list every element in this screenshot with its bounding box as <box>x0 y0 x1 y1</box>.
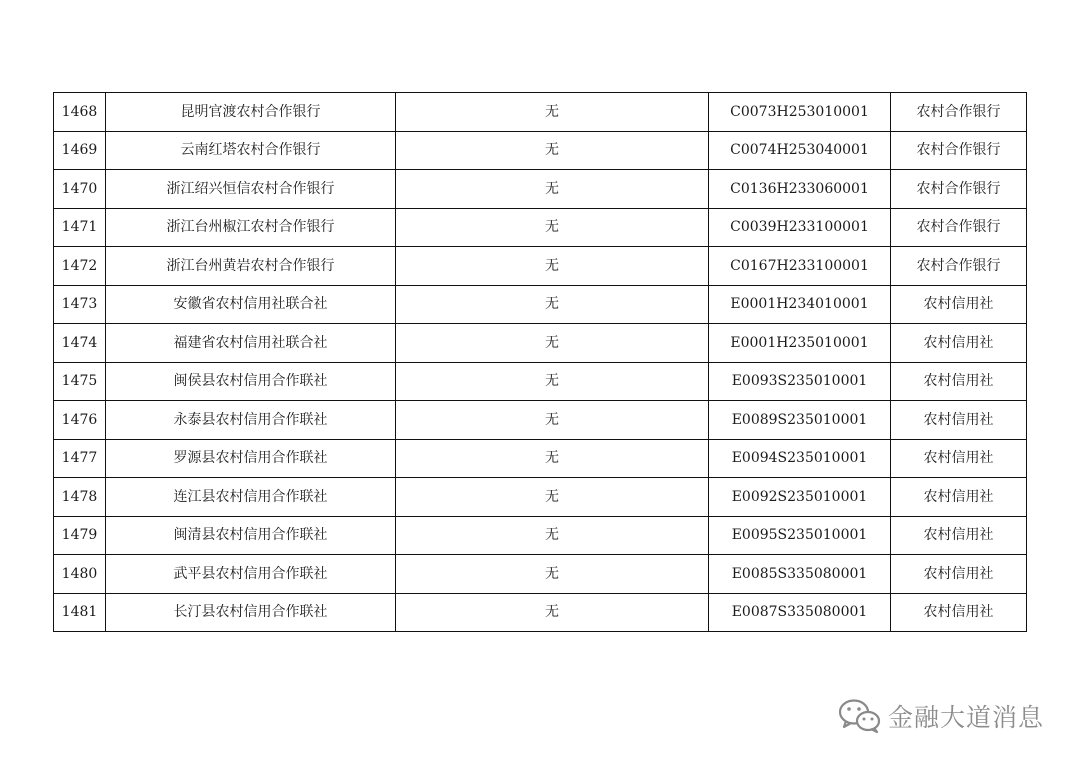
institution-code-cell: E0087S335080001 <box>709 593 891 632</box>
other-info-cell: 无 <box>396 285 709 324</box>
row-number-cell: 1469 <box>54 131 106 170</box>
row-number-cell: 1473 <box>54 285 106 324</box>
institution-name-cell: 长汀县农村信用合作联社 <box>106 593 396 632</box>
institution-type-cell: 农村合作银行 <box>891 170 1027 209</box>
row-number-cell: 1481 <box>54 593 106 632</box>
institution-name-cell: 浙江台州黄岩农村合作银行 <box>106 247 396 286</box>
institution-name-cell: 武平县农村信用合作联社 <box>106 555 396 594</box>
table-body <box>54 93 1027 632</box>
other-info-cell: 无 <box>396 593 709 632</box>
other-info-cell: 无 <box>396 401 709 440</box>
institution-name-cell: 罗源县农村信用合作联社 <box>106 439 396 478</box>
institution-code-cell: C0136H233060001 <box>709 170 891 209</box>
row-number-cell: 1471 <box>54 208 106 247</box>
row-number-cell: 1475 <box>54 362 106 401</box>
institution-type-cell: 农村信用社 <box>891 324 1027 363</box>
table-row <box>54 439 1027 478</box>
institution-type-cell: 农村合作银行 <box>891 208 1027 247</box>
institution-type-cell: 农村信用社 <box>891 593 1027 632</box>
institution-name-cell: 福建省农村信用社联合社 <box>106 324 396 363</box>
institution-name-cell: 永泰县农村信用合作联社 <box>106 401 396 440</box>
institution-type-cell: 农村信用社 <box>891 401 1027 440</box>
table-row <box>54 170 1027 209</box>
institution-type-cell: 农村合作银行 <box>891 131 1027 170</box>
table-row <box>54 324 1027 363</box>
other-info-cell: 无 <box>396 478 709 517</box>
other-info-cell: 无 <box>396 439 709 478</box>
institution-name-cell: 连江县农村信用合作联社 <box>106 478 396 517</box>
wechat-icon <box>838 698 882 734</box>
watermark-text: 金融大道消息 <box>887 703 1044 732</box>
institution-type-cell: 农村合作银行 <box>891 93 1027 132</box>
row-number-cell: 1479 <box>54 516 106 555</box>
institution-code-cell: C0074H253040001 <box>709 131 891 170</box>
table-row <box>54 93 1027 132</box>
institution-code-cell: E0089S235010001 <box>709 401 891 440</box>
table-row <box>54 516 1027 555</box>
row-number-cell: 1480 <box>54 555 106 594</box>
other-info-cell: 无 <box>396 324 709 363</box>
table-row <box>54 593 1027 632</box>
row-number-cell: 1470 <box>54 170 106 209</box>
other-info-cell: 无 <box>396 362 709 401</box>
institution-code-cell: E0093S235010001 <box>709 362 891 401</box>
institution-code-cell: C0039H233100001 <box>709 208 891 247</box>
institution-code-cell: E0095S235010001 <box>709 516 891 555</box>
table-row <box>54 555 1027 594</box>
institution-code-cell: E0001H235010001 <box>709 324 891 363</box>
institution-code-cell: E0094S235010001 <box>709 439 891 478</box>
table-row <box>54 362 1027 401</box>
institution-name-cell: 闽清县农村信用合作联社 <box>106 516 396 555</box>
institution-table <box>53 92 1027 632</box>
institution-name-cell: 云南红塔农村合作银行 <box>106 131 396 170</box>
other-info-cell: 无 <box>396 247 709 286</box>
institution-type-cell: 农村信用社 <box>891 439 1027 478</box>
table-row <box>54 208 1027 247</box>
institution-code-cell: E0001H234010001 <box>709 285 891 324</box>
row-number-cell: 1477 <box>54 439 106 478</box>
table-row <box>54 478 1027 517</box>
institution-code-cell: E0085S335080001 <box>709 555 891 594</box>
institution-code-cell: E0092S235010001 <box>709 478 891 517</box>
row-number-cell: 1478 <box>54 478 106 517</box>
institution-code-cell: C0073H253010001 <box>709 93 891 132</box>
watermark <box>838 696 1044 736</box>
other-info-cell: 无 <box>396 170 709 209</box>
other-info-cell: 无 <box>396 208 709 247</box>
institution-name-cell: 浙江绍兴恒信农村合作银行 <box>106 170 396 209</box>
row-number-cell: 1472 <box>54 247 106 286</box>
institution-type-cell: 农村信用社 <box>891 478 1027 517</box>
institution-type-cell: 农村合作银行 <box>891 247 1027 286</box>
other-info-cell: 无 <box>396 131 709 170</box>
table-row <box>54 401 1027 440</box>
row-number-cell: 1476 <box>54 401 106 440</box>
institution-type-cell: 农村信用社 <box>891 516 1027 555</box>
other-info-cell: 无 <box>396 516 709 555</box>
institution-code-cell: C0167H233100001 <box>709 247 891 286</box>
institution-type-cell: 农村信用社 <box>891 285 1027 324</box>
institution-name-cell: 闽侯县农村信用合作联社 <box>106 362 396 401</box>
other-info-cell: 无 <box>396 93 709 132</box>
institution-type-cell: 农村信用社 <box>891 555 1027 594</box>
table-row <box>54 247 1027 286</box>
institution-name-cell: 浙江台州椒江农村合作银行 <box>106 208 396 247</box>
row-number-cell: 1468 <box>54 93 106 132</box>
institution-type-cell: 农村信用社 <box>891 362 1027 401</box>
institution-name-cell: 昆明官渡农村合作银行 <box>106 93 396 132</box>
table-row <box>54 285 1027 324</box>
table-row <box>54 131 1027 170</box>
other-info-cell: 无 <box>396 555 709 594</box>
institution-name-cell: 安徽省农村信用社联合社 <box>106 285 396 324</box>
row-number-cell: 1474 <box>54 324 106 363</box>
